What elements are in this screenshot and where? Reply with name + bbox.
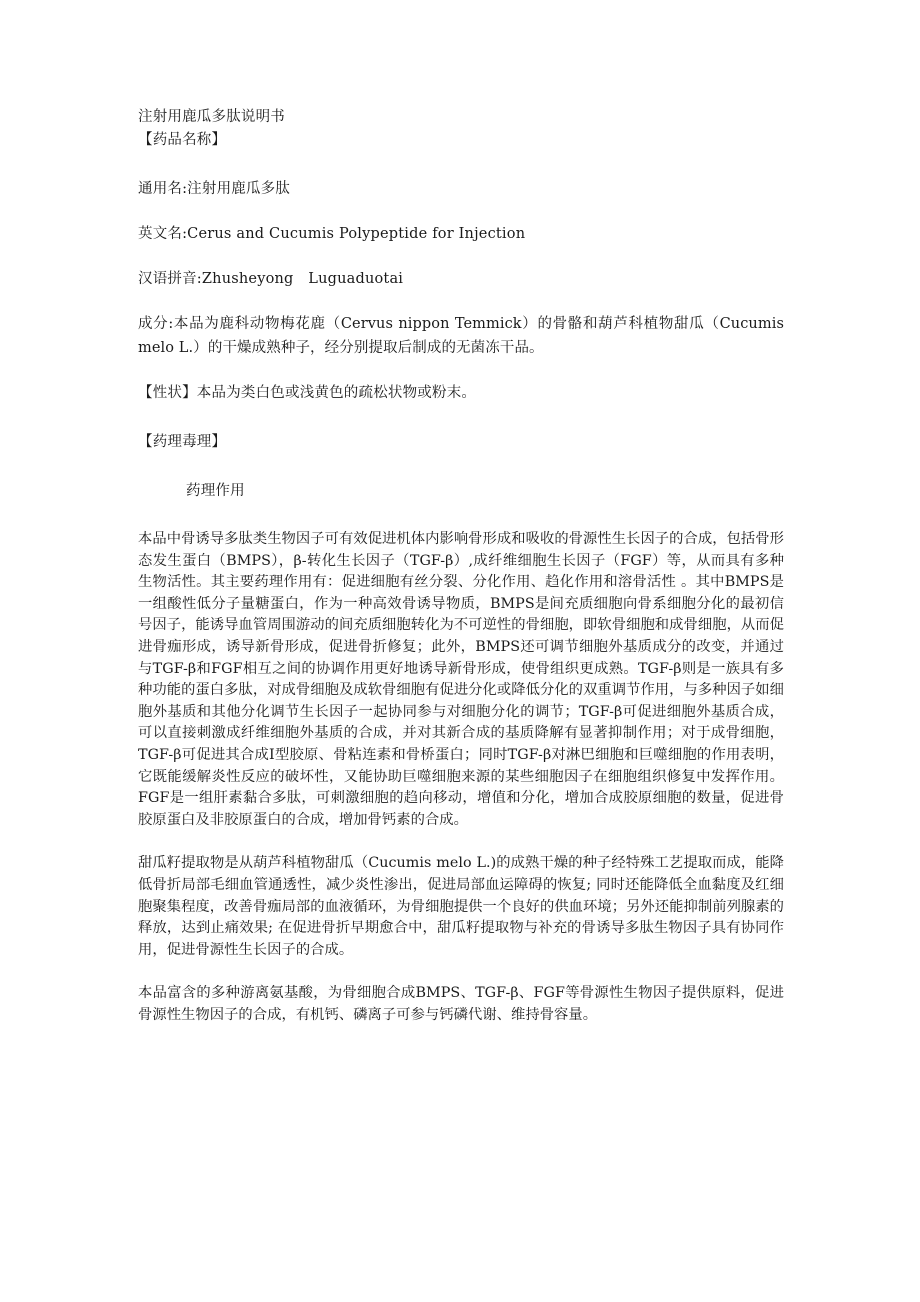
document-body [138,106,784,1026]
spacer [138,152,784,178]
generic-name-entry: 通用名:注射用鹿瓜多肽 [138,181,291,197]
ingredients-paragraph: 成分:本品为鹿科动物梅花鹿（Cervus nippon Temmick）的骨骼和葫芦科植物甜瓜（Cucumis melo L.）的干燥成熟种子，经分别提取后制成的无菌冻干品。 [138,316,784,356]
section-heading-drug-name: 【药品名称】 [138,132,227,148]
spacer [138,454,784,480]
spacer [138,291,784,313]
spacer [138,503,784,529]
english-name-entry: 英文名:Cerus and Cucumis Polypeptide for Injection [138,226,526,242]
section-heading-pharmacology-toxicology: 【药理毒理】 [138,434,227,450]
pharmacology-paragraph-2: 甜瓜籽提取物是从葫芦科植物甜瓜（Cucumis melo L.)的成熟干燥的种子经特殊工艺提取而成，能降低骨折局部毛细血管通透性，减少炎性渗出，促进局部血运障碍的恢复; 同时还能降低全血黏度及红细胞聚集程度，改善骨痂局部的血液循环，为骨细胞提供一个良好的供血环境；另外还能抑制前列腺素的释放，达到止痛效果; 在促进骨折早期愈合中，甜瓜籽提取物与补充的骨诱导多肽生物因子具有协同作用，促进骨源性生长因子的合成。 [138,855,784,958]
spacer [138,831,784,853]
spacer [138,360,784,382]
subheading-pharmacology-action: 药理作用 [186,483,245,499]
document-title: 注射用鹿瓜多肽说明书 [138,109,285,125]
spacer [138,246,784,268]
pharmacology-paragraph-3: 本品富含的多种游离氨基酸，为骨细胞合成BMPS、TGF-β、FGF等骨源性生物因子提供原料，促进骨源性生物因子的合成，有机钙、磷离子可参与钙磷代谢、维持骨容量。 [138,985,784,1023]
properties-paragraph: 【性状】本品为类白色或浅黄色的疏松状物或粉末。 [138,385,477,401]
pharmacology-paragraph-1: 本品中骨诱导多肽类生物因子可有效促进机体内影响骨形成和吸收的骨源性生长因子的合成，包括骨形态发生蛋白（BMPS），β-转化生长因子（TGF-β）,成纤维细胞生长因子（FGF）等，从而具有多种生物活性。其主要药理作用有：促进细胞有丝分裂、分化作用、趋化作用和溶骨活性 。其中BMPS是一组酸性低分子量糖蛋白，作为一种高效骨诱导物质，BMPS是间充质细胞向骨系细胞分化的最初信号因子，能诱导血管周围游动的间充质细胞转化为不可逆性的骨细胞，即软骨细胞和成骨细胞，从而促进骨痂形成，诱导新骨形成，促进骨折修复；此外，BMPS还可调节细胞外基质成分的改变，并通过与TGF-β和FGF相互之间的协调作用更好地诱导新骨形成，使骨组织更成熟。TGF-β则是一族具有多种功能的蛋白多肽，对成骨细胞及成软骨细胞有促进分化或降低分化的双重调节作用，与多种因子如细胞外基质和其他分化调节生长因子一起协同参与对细胞分化的调节；TGF-β可促进细胞外基质合成，可以直接刺激成纤维细胞外基质的合成，并对其新合成的基质降解有显著抑制作用；对于成骨细胞，TGF-β可促进其合成Ⅰ型胶原、骨粘连素和骨桥蛋白；同时TGF-β对淋巴细胞和巨噬细胞的作用表明，它既能缓解炎性反应的破坏性，又能协助巨噬细胞来源的某些细胞因子在细胞组织修复中发挥作用。FGF是一组肝素黏合多肽，可刺激细胞的趋向移动，增值和分化，增加合成胶原细胞的数量，促进骨胶原蛋白及非胶原蛋白的合成，增加骨钙素的合成。 [138,531,784,828]
spacer [138,405,784,431]
pinyin-name-entry: 汉语拼音:Zhusheyong Luguaduotai [138,271,404,287]
spacer [138,961,784,983]
spacer [138,201,784,223]
